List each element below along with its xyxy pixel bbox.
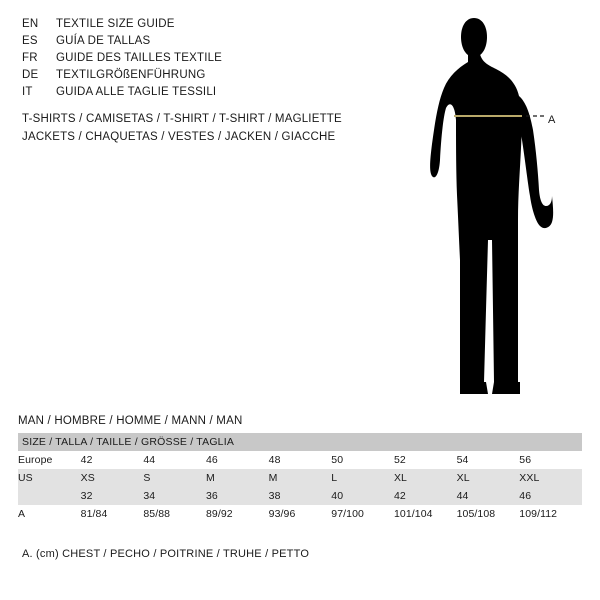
language-code: ES [22,35,38,47]
cell: M [268,472,278,484]
language-text: GUIDE DES TAILLES TEXTILE [56,52,223,64]
garment-category-list [22,110,402,146]
cell: 97/100 [331,508,364,520]
language-text: TEXTILE SIZE GUIDE [56,18,175,30]
language-row [22,33,382,50]
cell: 44 [456,490,469,502]
row-label: Europe [18,454,53,466]
cell: 32 [80,490,93,502]
garment-category-tshirts: T-SHIRTS / CAMISETAS / T-SHIRT / T-SHIRT / MAGLIETTE [22,113,342,125]
size-table-block [18,415,582,523]
size-table [18,433,582,523]
language-code: FR [22,52,38,64]
cell: XS [80,472,95,484]
table-title: MAN / HOMBRE / HOMME / MANN / MAN [18,415,243,427]
measure-label-a: A [548,114,556,126]
row-label: US [18,472,33,484]
cell: 54 [456,454,469,466]
cell: 109/112 [519,508,558,520]
cell: 105/108 [456,508,496,520]
cell: S [143,472,151,484]
cell: 52 [393,454,406,466]
language-text: GUIDA ALLE TAGLIE TESSILI [56,86,217,98]
table-header-row [18,433,582,451]
cell: XXL [519,472,540,484]
cell: 85/88 [143,508,171,520]
language-text: GUÍA DE TALLAS [56,35,151,47]
row-label: A [18,508,26,520]
cell: 93/96 [268,508,296,520]
cell: 34 [143,490,156,502]
cell: 38 [268,490,281,502]
cell: 42 [393,490,406,502]
cell: 56 [519,454,532,466]
language-code: IT [22,86,33,98]
body-silhouette-icon [400,10,600,400]
cell: 50 [331,454,344,466]
measurement-footnote: A. (cm) CHEST / PECHO / POITRINE / TRUHE / PETTO [22,548,310,560]
table-row [18,487,582,505]
cell: 36 [205,490,218,502]
language-list [22,16,382,101]
language-text: TEXTILGRÖßENFÜHRUNG [56,69,206,81]
table-row [18,469,582,487]
cell: 81/84 [80,508,108,520]
garment-category-jackets: JACKETS / CHAQUETAS / VESTES / JACKEN / GIACCHE [22,131,336,143]
language-code: EN [22,18,39,30]
cell: 44 [143,454,156,466]
cell: 89/92 [205,508,233,520]
cell: L [331,472,338,484]
cell: 48 [268,454,281,466]
cell: 101/104 [393,508,433,520]
cell: 42 [80,454,93,466]
language-row [22,50,382,67]
cell: 46 [519,490,532,502]
male-figure-illustration [400,10,600,400]
cell: 46 [205,454,218,466]
language-row [22,67,382,84]
table-row [18,505,582,523]
cell: 40 [331,490,344,502]
cell: M [205,472,215,484]
language-row [22,84,382,101]
cell: XL [393,472,407,484]
language-row [22,16,382,33]
language-code: DE [22,69,39,81]
cell: XL [456,472,470,484]
table-header-label: SIZE / TALLA / TAILLE / GRÖSSE / TAGLIA [22,436,235,448]
row-label [18,487,81,505]
table-row [18,451,582,469]
